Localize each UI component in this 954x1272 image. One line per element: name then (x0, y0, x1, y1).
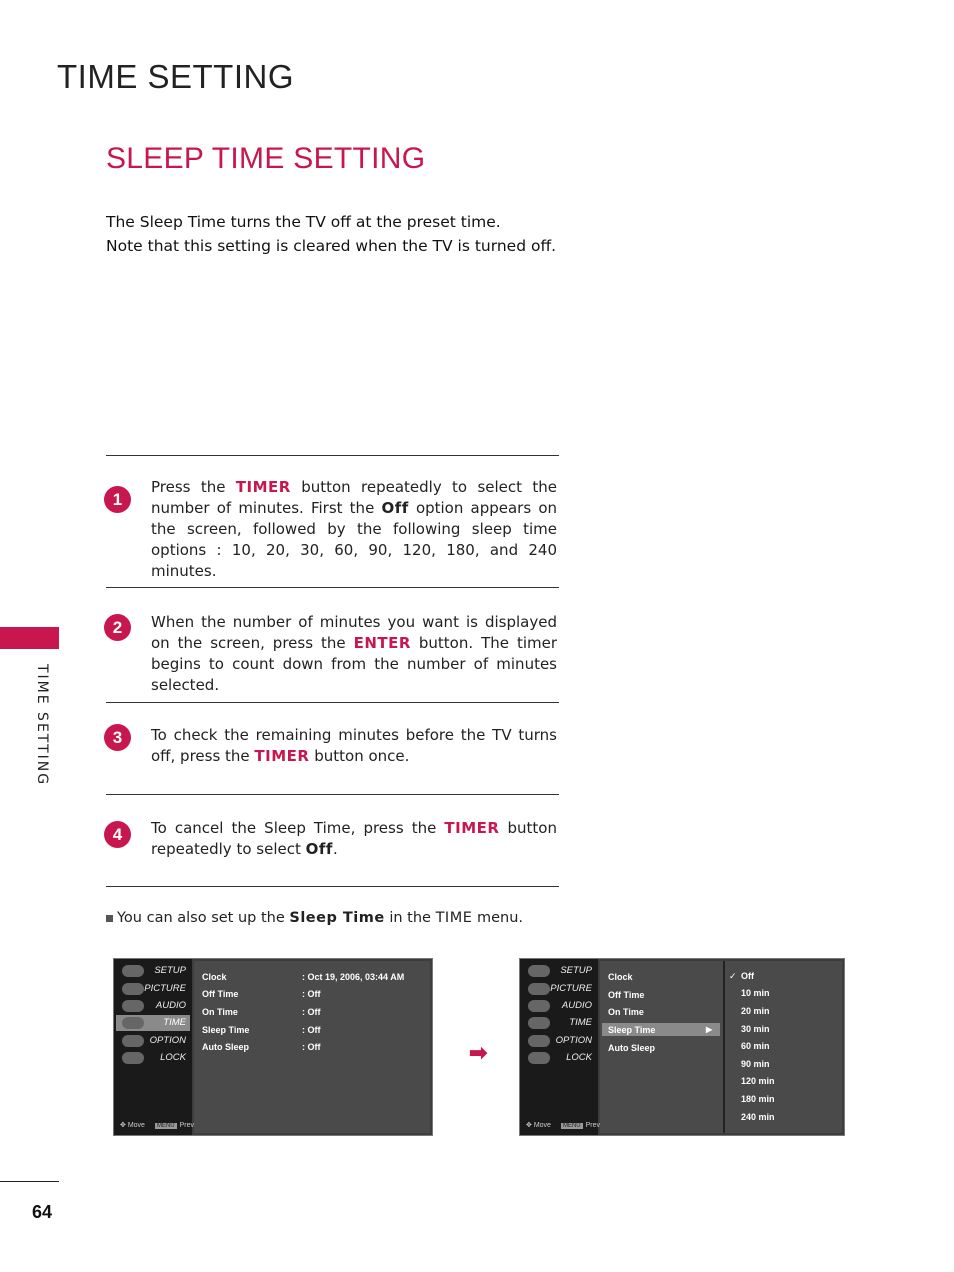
setup-icon (528, 965, 550, 977)
osd-row-on-time: On Time (608, 1007, 644, 1017)
osd-row-off-time: Off Time (608, 990, 645, 1000)
osd-sleep-options-list (723, 961, 842, 1133)
osd-row-clock: Clock (608, 972, 633, 982)
note: You can also set up the Sleep Time in the TIME menu. (106, 910, 523, 926)
step-text-4: To cancel the Sleep Time, press the TIMER button repeatedly to select Off. (151, 819, 557, 858)
page-title: TIME SETTING (57, 58, 294, 95)
osd-menu-audio: AUDIO (116, 998, 190, 1014)
timer-keyword: TIMER (235, 478, 291, 496)
timer-keyword: TIMER (254, 747, 310, 765)
osd-menu-option: OPTION (522, 1033, 596, 1049)
osd-row-on-time: On Time : Off (202, 1007, 321, 1017)
osd-menu-picture: PICTURE (116, 981, 190, 997)
osd-row-sleep-time: Sleep Time : Off (202, 1025, 321, 1035)
intro-line-2: Note that this setting is cleared when the TV is turned off. (106, 237, 557, 255)
step-number-4: 4 (104, 821, 131, 848)
osd-row-sleep-time: Sleep Time (608, 1025, 656, 1035)
osd-menu-option: OPTION (116, 1033, 190, 1049)
osd-time-panel (600, 961, 723, 1133)
divider (106, 886, 559, 887)
osd-menu-picture: PICTURE (522, 981, 596, 997)
check-icon: ✓ (729, 971, 737, 981)
timer-keyword: TIMER (444, 819, 500, 837)
enter-keyword: ENTER (353, 634, 411, 652)
osd-row-clock: Clock : Oct 19, 2006, 03:44 AM (202, 972, 405, 982)
osd-menu-lock: LOCK (522, 1050, 596, 1066)
audio-icon (122, 1000, 144, 1012)
divider (106, 794, 559, 795)
lock-icon (122, 1052, 144, 1064)
section-title: SLEEP TIME SETTING (106, 142, 426, 175)
sleep-option: Off (741, 971, 754, 981)
sleep-option: 30 min (741, 1024, 770, 1034)
side-section-label: TIME SETTING (34, 664, 50, 787)
intro-line-1: The Sleep Time turns the TV off at the preset time. (106, 213, 501, 231)
picture-icon (528, 983, 550, 995)
osd-row-auto-sleep: Auto Sleep : Off (202, 1042, 321, 1052)
sleep-option: 240 min (741, 1112, 775, 1122)
sleep-option: 180 min (741, 1094, 775, 1104)
divider (106, 702, 559, 703)
osd-main-menu (114, 959, 195, 1135)
osd-footer: ✥ Move MENU Prev (120, 1122, 195, 1129)
osd-row-auto-sleep: Auto Sleep (608, 1043, 656, 1053)
setup-icon (122, 965, 144, 977)
osd-menu-time: TIME (116, 1015, 190, 1031)
sleep-option: 90 min (741, 1059, 770, 1069)
sleep-option: 10 min (741, 988, 770, 998)
time-icon (528, 1017, 550, 1029)
option-icon (122, 1035, 144, 1047)
step-text-1: Press the TIMER button repeatedly to select the number of minutes. First the Off option appears on the screen, followed by the following sleep time options : 10, 20, 30, 60, 90, 120, 180, and 240 minutes. (151, 478, 558, 580)
step-text-3: To check the remaining minutes before the TV turns off, press the TIMER button once. (151, 726, 557, 765)
osd-footer: ✥ Move MENU Prev (526, 1122, 601, 1129)
step-number-3: 3 (104, 724, 131, 751)
off-keyword: Off (305, 840, 333, 858)
time-icon (122, 1017, 144, 1029)
submenu-arrow-icon: ▶ (706, 1025, 713, 1034)
osd-row-off-time: Off Time : Off (202, 989, 321, 999)
osd-menu-setup: SETUP (522, 963, 596, 979)
osd-menu-audio: AUDIO (522, 998, 596, 1014)
step-number-2: 2 (104, 614, 131, 641)
step-text-2: When the number of minutes you want is displayed on the screen, press the ENTER button. The timer begins to count down from the number of minutes selected. (151, 613, 557, 694)
footer-divider (0, 1181, 59, 1182)
sleep-option: 60 min (741, 1041, 770, 1051)
side-tab-marker (0, 627, 59, 649)
divider (106, 455, 559, 456)
osd-menu-lock: LOCK (116, 1050, 190, 1066)
move-icon: ✥ (526, 1122, 532, 1129)
step-number-1: 1 (104, 486, 131, 513)
page-number: 64 (32, 1202, 53, 1222)
bullet-square-icon (106, 915, 113, 922)
osd-menu-time: TIME (522, 1015, 596, 1031)
picture-icon (122, 983, 144, 995)
divider (106, 587, 559, 588)
osd-main-menu (520, 959, 601, 1135)
sleep-option: 20 min (741, 1006, 770, 1016)
osd-screen-sleep-options (519, 958, 845, 1136)
osd-menu-setup: SETUP (116, 963, 190, 979)
option-icon (528, 1035, 550, 1047)
sleep-option: 120 min (741, 1076, 775, 1086)
osd-screen-time-menu (113, 958, 433, 1136)
off-keyword: Off (381, 499, 409, 517)
arrow-right-icon: ➡ (469, 1040, 488, 1065)
intro-text (106, 210, 556, 258)
move-icon: ✥ (120, 1122, 126, 1129)
osd-time-panel (194, 961, 430, 1133)
lock-icon (528, 1052, 550, 1064)
audio-icon (528, 1000, 550, 1012)
